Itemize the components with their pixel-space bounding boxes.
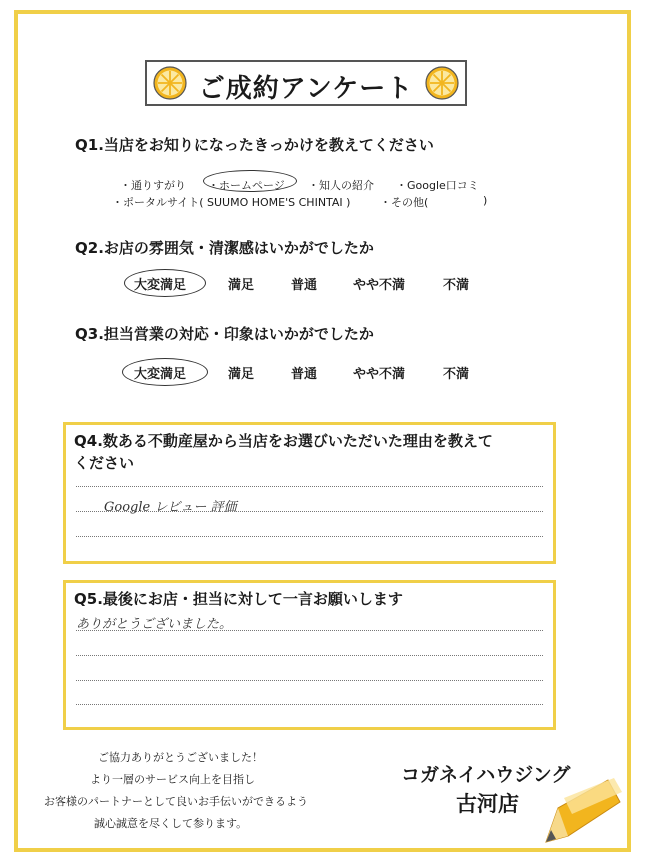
q4-question-cont: ください (74, 454, 135, 472)
q1-option: ・ポータルサイト( SUUMO HOME'S CHINTAI ) (112, 196, 351, 209)
q1-option: ・知人の紹介 (308, 179, 374, 192)
q3-option: 満足 (228, 367, 255, 382)
q4-answer-box (63, 422, 556, 564)
q4-question: Q4.数ある不動産屋から当店をお選びいただいた理由を教えて (74, 432, 493, 450)
q3-question: Q3.担当営業の対応・印象はいかがでしたか (75, 325, 374, 343)
q3-option: 大変満足 (134, 367, 187, 382)
q2-option: 普通 (291, 278, 318, 293)
answer-line (76, 630, 543, 631)
q2-option: 満足 (228, 278, 255, 293)
store-name: 古河店 (456, 792, 519, 816)
answer-line (76, 536, 543, 537)
q3-option: 普通 (291, 367, 318, 382)
footer-message: お客様のパートナーとして良いお手伝いができるよう (44, 795, 308, 808)
q2-option: 大変満足 (134, 278, 187, 293)
q2-option: やや不満 (353, 278, 406, 293)
q5-answer-box (63, 580, 556, 730)
footer-message: 誠心誠意を尽くして参ります。 (94, 817, 248, 830)
answer-line (76, 486, 543, 487)
q2-question: Q2.お店の雰囲気・清潔感はいかがでしたか (75, 239, 374, 257)
answer-line (76, 511, 543, 512)
footer-message: より一層のサービス向上を目指し (90, 773, 255, 786)
title-box (145, 60, 467, 106)
q1-option: ・Google口コミ (396, 179, 479, 192)
q1-option: ) (483, 194, 488, 207)
q1-option: ・その他( (380, 196, 429, 209)
page-title: ご成約アンケート (198, 74, 414, 104)
pencil-icon (540, 778, 622, 848)
q3-option: 不満 (443, 367, 470, 382)
footer-message: ご協力ありがとうございました！ (98, 751, 263, 764)
q3-option: やや不満 (353, 367, 406, 382)
answer-line (76, 655, 543, 656)
q4-handwritten-answer: Google レビュー 評価 (104, 500, 237, 515)
q2-option: 不満 (443, 278, 470, 293)
q1-option: ・ホームページ (208, 179, 285, 192)
answer-line (76, 680, 543, 681)
q5-handwritten-answer: ありがとうございました。 (76, 617, 233, 632)
q5-question: Q5.最後にお店・担当に対して一言お願いします (74, 590, 403, 608)
q1-option: ・通りすがり (120, 179, 186, 192)
brand-name: コガネイハウジング (401, 764, 571, 786)
answer-line (76, 704, 543, 705)
q1-question: Q1.当店をお知りになったきっかけを教えてください (75, 136, 434, 154)
lemon-slice-icon (425, 66, 459, 100)
